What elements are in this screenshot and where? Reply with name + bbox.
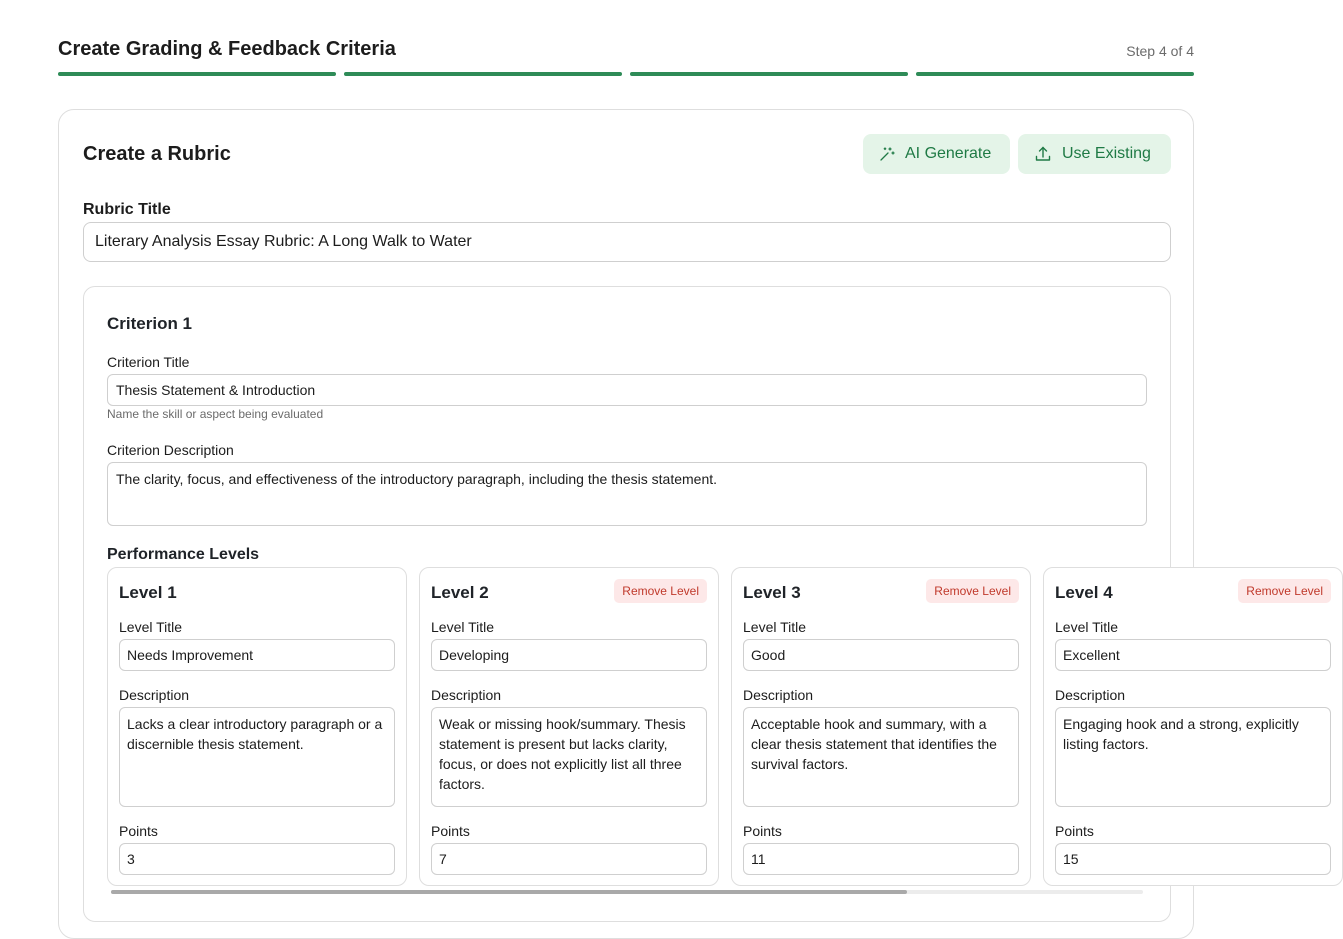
rubric-title-input[interactable] [83,222,1171,262]
progress-segment-3 [630,72,908,76]
level-title-label: Level Title [431,619,495,635]
level-title-input[interactable] [431,639,707,671]
level-description-label: Description [119,687,190,703]
level-points-label: Points [743,823,782,839]
level-points-input[interactable] [431,843,707,875]
level-name: Level 3 [743,583,801,602]
criterion-title-hint: Name the skill or aspect being evaluated [107,407,324,421]
level-title-label: Level Title [743,619,807,635]
level-name: Level 2 [431,583,489,602]
page-header [58,38,1194,68]
remove-level-button[interactable]: Remove Level [614,579,707,603]
level-points-input[interactable] [743,843,1019,875]
criterion-title-label: Criterion Title [107,354,190,370]
upload-icon [1034,145,1052,163]
horizontal-scrollbar-thumb[interactable] [111,890,907,894]
use-existing-label: Use Existing [1062,145,1151,162]
level-card [1043,567,1343,886]
level-description-label: Description [1055,687,1126,703]
level-description-input[interactable] [743,707,1019,807]
level-points-input[interactable] [119,843,395,875]
level-points-input[interactable] [1055,843,1331,875]
ai-generate-button[interactable] [863,134,1010,174]
level-description-label: Description [431,687,502,703]
level-card [419,567,719,886]
criterion-heading: Criterion 1 [107,314,193,333]
level-title-input[interactable] [1055,639,1331,671]
level-points-label: Points [431,823,470,839]
remove-level-button[interactable]: Remove Level [1238,579,1331,603]
level-title-label: Level Title [1055,619,1119,635]
level-description-input[interactable] [1055,707,1331,807]
ai-generate-label: AI Generate [905,145,992,162]
progress-bar [58,72,1194,76]
criterion-description-label: Criterion Description [107,442,234,458]
progress-segment-2 [344,72,622,76]
level-title-input[interactable] [743,639,1019,671]
level-description-input[interactable] [431,707,707,807]
level-name: Level 4 [1055,583,1113,602]
level-title-label: Level Title [119,619,183,635]
criterion-card [83,286,1323,922]
performance-levels-scroller[interactable] [107,567,1323,907]
magic-wand-icon [879,146,895,162]
rubric-card-title: Create a Rubric [83,143,231,165]
level-points-label: Points [119,823,158,839]
progress-segment-1 [58,72,336,76]
performance-levels-heading: Performance Levels [107,546,260,563]
level-card [107,567,407,886]
level-description-label: Description [743,687,814,703]
progress-segment-4 [916,72,1194,76]
rubric-title-label: Rubric Title [83,201,171,218]
remove-level-button[interactable]: Remove Level [926,579,1019,603]
criterion-title-input[interactable] [107,374,1147,406]
rubric-card [58,109,1323,939]
level-name: Level 1 [119,583,177,602]
criterion-description-input[interactable] [107,462,1147,526]
use-existing-button[interactable] [1018,134,1171,174]
level-description-input[interactable] [119,707,395,807]
step-indicator: Step 4 of 4 [1126,43,1194,59]
level-card [731,567,1031,886]
level-title-input[interactable] [119,639,395,671]
level-points-label: Points [1055,823,1094,839]
page-title: Create Grading & Feedback Criteria [58,38,396,60]
horizontal-scrollbar[interactable] [111,890,1143,894]
